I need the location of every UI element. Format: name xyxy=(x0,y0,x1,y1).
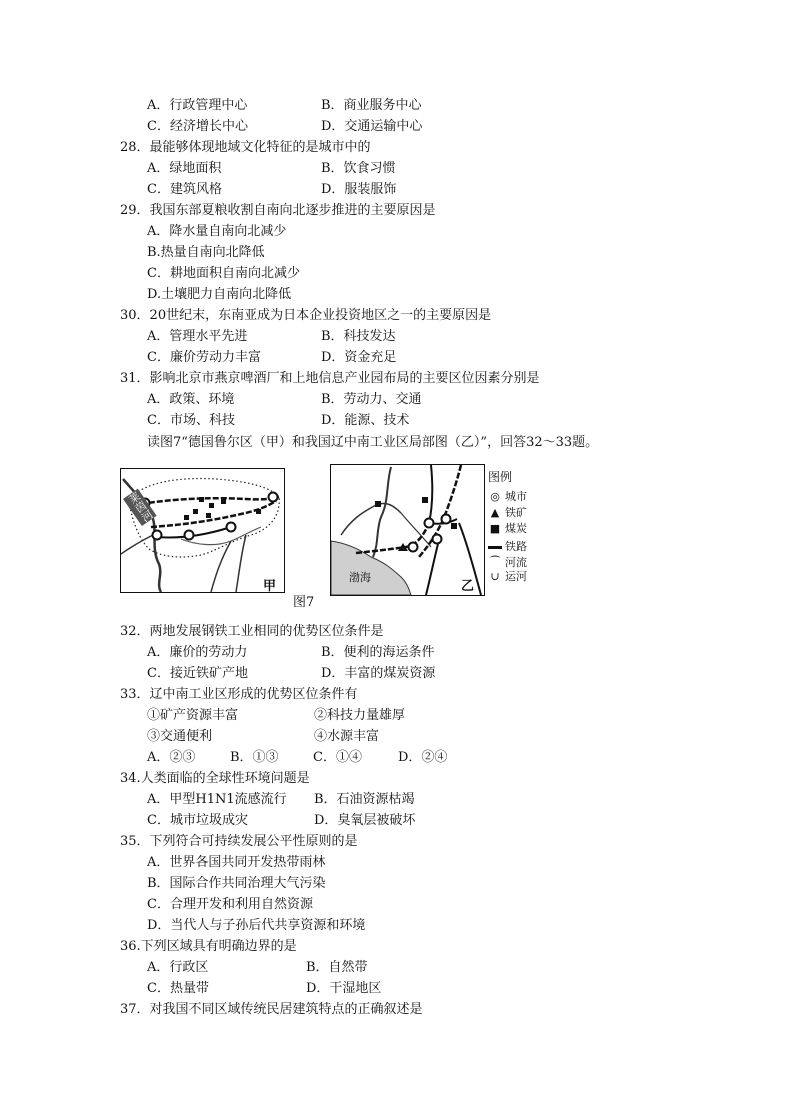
q35-option-a: A．世界各国共同开发热带雨林 xyxy=(147,855,326,870)
legend-canal xyxy=(488,570,527,584)
q34-option-c: C．城市垃圾成灾 xyxy=(147,813,248,828)
q31-option-a: A．政策、环境 xyxy=(147,392,235,407)
q33-item-3: ③交通便利 xyxy=(147,729,213,744)
q34-option-b: B．石油资源枯竭 xyxy=(314,792,415,807)
q34-stem: 34.人类面临的全球性环境问题是 xyxy=(120,771,310,786)
label-yi: 乙 xyxy=(461,579,475,594)
q32-option-a: A．廉价的劳动力 xyxy=(147,645,248,660)
q30-option-b: B．科技发达 xyxy=(321,329,396,344)
q27-option-a: A．行政管理中心 xyxy=(147,98,248,113)
q28-option-a: A．绿地面积 xyxy=(147,161,222,176)
q28-option-b: B．饮食习惯 xyxy=(321,161,396,176)
q27-option-b: B．商业服务中心 xyxy=(321,98,422,113)
legend-iron xyxy=(488,506,527,520)
map-ruhr xyxy=(120,468,285,593)
figure-caption: 图7 xyxy=(293,595,315,610)
q32-stem: 32．两地发展钢铁工业相同的优势区位条件是 xyxy=(120,624,384,639)
q30-stem: 30．20世纪末，东南亚成为日本企业投资地区之一的主要原因是 xyxy=(120,308,492,323)
q28-option-d: D．服装服饰 xyxy=(321,182,397,197)
q35-option-b: B．国际合作共同治理大气污染 xyxy=(147,876,326,891)
q35-stem: 35．下列符合可持续发展公平性原则的是 xyxy=(120,834,358,849)
q34-option-a: A．甲型H1N1流感流行 xyxy=(147,792,287,807)
q33-stem: 33．辽中南工业区形成的优势区位条件有 xyxy=(120,687,358,702)
q37-stem: 37．对我国不同区域传统民居建筑特点的正确叙述是 xyxy=(120,1002,423,1017)
q33-item-4: ④水源丰富 xyxy=(314,729,380,744)
q29-option-a: A．降水量自南向北减少 xyxy=(147,224,287,239)
q35-option-c: C．合理开发和利用自然资源 xyxy=(147,897,313,912)
q31-option-c: C．市场、科技 xyxy=(147,413,235,428)
q30-option-d: D．资金充足 xyxy=(321,350,397,365)
q29-stem: 29．我国东部夏粮收割自南向北逐步推进的主要原因是 xyxy=(120,203,436,218)
q33-option-c: C．①④ xyxy=(313,750,362,765)
q33-item-2: ②科技力量雄厚 xyxy=(314,708,406,723)
q36-option-c: C．热量带 xyxy=(147,981,209,996)
coal-square-icon: ■ xyxy=(489,522,501,535)
q32-option-d: D．丰富的煤炭资源 xyxy=(321,666,436,681)
q35-option-d: D．当代人与子孙后代共享资源和环境 xyxy=(147,918,366,933)
rhine-river-label: 莱茵河 xyxy=(123,489,157,526)
legend-canal-label: 运河 xyxy=(505,570,527,583)
q29-option-c: C．耕地面积自南向北减少 xyxy=(147,266,300,281)
q34-option-d: D．臭氧层被破坏 xyxy=(314,813,416,828)
legend-railway xyxy=(488,540,527,554)
bohai-sea-label: 渤海 xyxy=(349,571,371,584)
map-ruhr-drawing xyxy=(121,469,284,592)
q28-stem: 28．最能够体现地域文化特征的是城市中的 xyxy=(120,140,371,155)
q36-stem: 36.下列区域具有明确边界的是 xyxy=(120,939,297,954)
q29-option-b: B.热量自南向北降低 xyxy=(147,245,265,260)
q31-option-b: B．劳动力、交通 xyxy=(321,392,422,407)
city-symbol-icon: ◎ xyxy=(490,490,500,503)
q30-option-a: A．管理水平先进 xyxy=(147,329,248,344)
q33-option-d: D．②④ xyxy=(398,750,448,765)
q27-option-c: C．经济增长中心 xyxy=(147,119,248,134)
legend-city xyxy=(488,490,527,504)
q36-option-d: D．干湿地区 xyxy=(306,981,382,996)
map-liaozhongnan xyxy=(330,464,485,596)
q29-option-d: D.土壤肥力自南向北降低 xyxy=(147,287,292,302)
label-jia: 甲 xyxy=(263,579,277,594)
river-line-icon: ⁀ xyxy=(490,556,500,569)
q28-option-c: C．建筑风格 xyxy=(147,182,222,197)
legend-title: 图例 xyxy=(488,470,513,484)
legend-city-label: 城市 xyxy=(505,490,527,503)
legend-river xyxy=(488,556,527,570)
q30-option-c: C．廉价劳动力丰富 xyxy=(147,350,261,365)
legend-river-label: 河流 xyxy=(505,556,527,569)
q31-stem: 31．影响北京市燕京啤酒厂和上地信息产业园布局的主要区位因素分别是 xyxy=(120,371,540,386)
q32-option-c: C．接近铁矿产地 xyxy=(147,666,248,681)
q31-option-d: D．能源、技术 xyxy=(321,413,410,428)
iron-ore-triangle-icon: ▲ xyxy=(490,506,500,519)
q36-option-b: B．自然带 xyxy=(306,960,368,975)
q33-option-b: B．①③ xyxy=(230,750,279,765)
q36-option-a: A．行政区 xyxy=(147,960,209,975)
legend-coal-label: 煤炭 xyxy=(505,522,527,535)
legend-railway-label: 铁路 xyxy=(505,540,527,553)
canal-line-icon: ∪ xyxy=(490,570,500,583)
q33-option-a: A．②③ xyxy=(147,750,196,765)
figure-intro: 读图7“德国鲁尔区（甲）和我国辽中南工业区局部图（乙）”，回答32～33题。 xyxy=(147,435,599,450)
legend-iron-label: 铁矿 xyxy=(505,506,527,519)
legend-coal xyxy=(488,522,527,536)
q32-option-b: B．便利的海运条件 xyxy=(321,645,435,660)
q27-option-d: D．交通运输中心 xyxy=(321,119,423,134)
railway-line-icon xyxy=(488,546,502,549)
q33-item-1: ①矿产资源丰富 xyxy=(147,708,239,723)
